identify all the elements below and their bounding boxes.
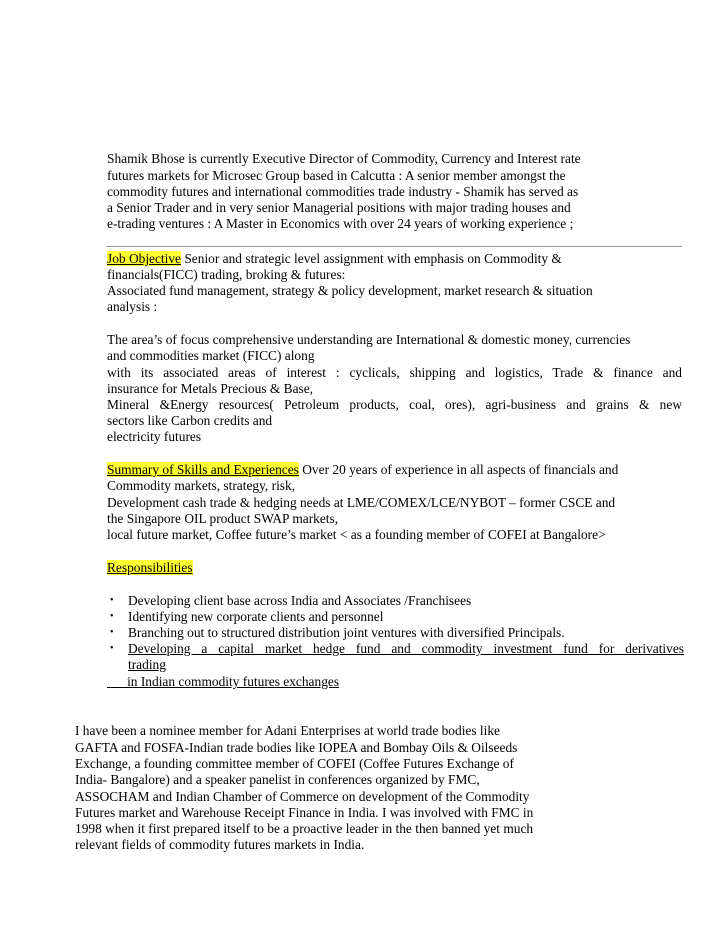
closing-line: Futures market and Warehouse Receipt Finance in India. I was involved with FMC in xyxy=(75,805,534,820)
job-objective-line: financials(FICC) trading, broking & futures: xyxy=(107,267,346,282)
responsibilities-heading: Responsibilities xyxy=(107,560,193,575)
closing-line: relevant fields of commodity futures markets in India. xyxy=(75,837,365,852)
closing-line: ASSOCHAM and Indian Chamber of Commerce on development of the Commodity xyxy=(75,789,530,804)
horizontal-divider xyxy=(106,246,682,247)
skills-line: the Singapore OIL product SWAP markets, xyxy=(107,511,339,526)
closing-line: Exchange, a founding committee member of COFEI (Coffee Futures Exchange of xyxy=(75,756,514,771)
bullet-icon: • xyxy=(110,627,114,638)
skills-heading: Summary of Skills and Experiences xyxy=(107,462,299,477)
intro-line: commodity futures and international commodities trade industry - Shamik has served as xyxy=(107,184,579,199)
closing-line: GAFTA and FOSFA-Indian trade bodies like IOPEA and Bombay Oils & Oilseeds xyxy=(75,740,518,755)
skills-text: Over 20 years of experience in all aspects of financials and xyxy=(298,462,619,477)
focus-line: Mineral &Energy resources( Petroleum products, coal, ores), agri-business and grains & new xyxy=(107,397,682,412)
closing-line: India- Bangalore) and a speaker panelist in conferences organized by FMC, xyxy=(75,772,480,787)
job-objective-first-line xyxy=(107,251,562,267)
list-item-text: Developing client base across India and Associates /Franchisees xyxy=(128,593,472,608)
focus-line: The area’s of focus comprehensive understanding are International & domestic money, currencies xyxy=(107,332,631,347)
responsibilities-heading-line xyxy=(107,560,193,576)
list-item-text: Branching out to structured distribution joint ventures with diversified Principals. xyxy=(128,625,565,640)
focus-line: sectors like Carbon credits and xyxy=(107,413,273,428)
skills-line: Commodity markets, strategy, risk, xyxy=(107,478,296,493)
list-item-text: trading xyxy=(128,657,166,672)
job-objective-heading: Job Objective xyxy=(107,251,182,266)
focus-line: with its associated areas of interest : cyclicals, shipping and logistics, Trade & finance and xyxy=(107,365,682,380)
focus-line: insurance for Metals Precious & Base, xyxy=(107,381,314,396)
bullet-icon: • xyxy=(110,643,114,654)
bullet-icon: • xyxy=(110,595,114,606)
closing-line: 1998 when it first prepared itself to be a proactive leader in the then banned yet much xyxy=(75,821,534,836)
skills-line: Development cash trade & hedging needs at LME/COMEX/LCE/NYBOT – former CSCE and xyxy=(107,495,616,510)
intro-line: futures markets for Microsec Group based in Calcutta : A senior member amongst the xyxy=(107,168,566,183)
bullet-icon: • xyxy=(110,611,114,622)
focus-line: electricity futures xyxy=(107,429,202,444)
closing-line: I have been a nominee member for Adani Enterprises at world trade bodies like xyxy=(75,723,501,738)
list-item-text: in Indian commodity futures exchanges xyxy=(107,674,340,689)
job-objective-line: Associated fund management, strategy & policy development, market research & situation xyxy=(107,283,593,298)
list-item-text: Identifying new corporate clients and personnel xyxy=(128,609,384,624)
focus-line: and commodities market (FICC) along xyxy=(107,348,315,363)
job-objective-text: Senior and strategic level assignment with emphasis on Commodity & xyxy=(181,251,562,266)
intro-line: e-trading ventures : A Master in Economics with over 24 years of working experience ; xyxy=(107,216,574,231)
list-item-text: Developing a capital market hedge fund and commodity investment fund for derivatives xyxy=(128,641,684,656)
skills-line: local future market, Coffee future’s market < as a founding member of COFEI at Bangalore> xyxy=(107,527,606,542)
job-objective-line: analysis : xyxy=(107,299,158,314)
skills-first-line xyxy=(107,462,618,478)
intro-line: a Senior Trader and in very senior Managerial positions with major trading houses and xyxy=(107,200,571,215)
intro-line: Shamik Bhose is currently Executive Director of Commodity, Currency and Interest rate xyxy=(107,151,581,166)
